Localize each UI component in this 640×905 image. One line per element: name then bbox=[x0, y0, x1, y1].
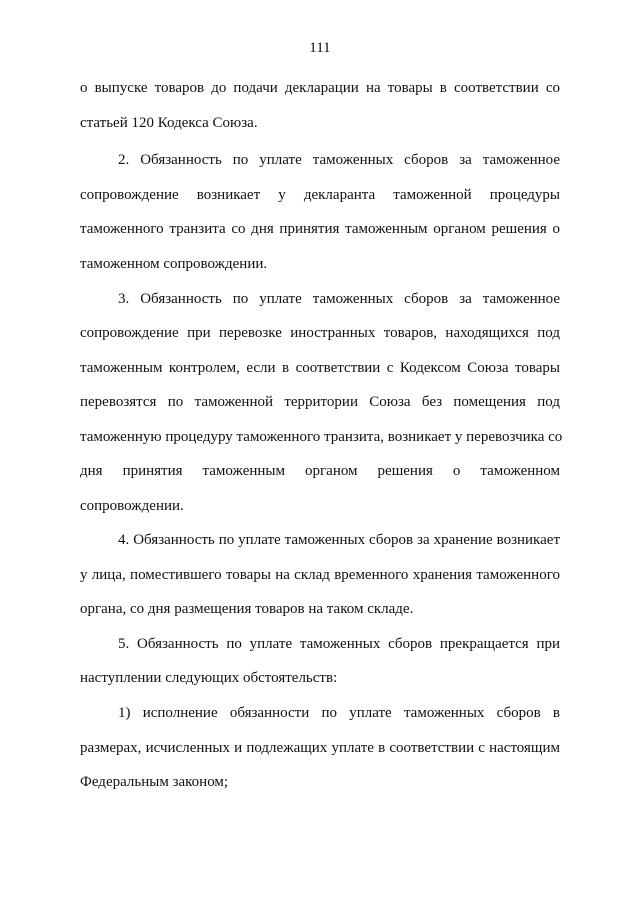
text-line: сопровождение возникает у декларанта таможенной процедуры bbox=[80, 187, 560, 203]
text-line: таможенную процедуру таможенного транзита, возникает у перевозчика со bbox=[80, 429, 563, 445]
text-line: Федеральным законом; bbox=[80, 774, 229, 790]
text-line: дня принятия таможенным органом решения о таможенном bbox=[80, 463, 560, 479]
paragraph-first-line: 4. Обязанность по уплате таможенных сборов за хранение возникает bbox=[118, 532, 560, 548]
text-line: сопровождение при перевозке иностранных товаров, находящихся под bbox=[80, 325, 560, 341]
text-line: наступлении следующих обстоятельств: bbox=[80, 670, 338, 686]
page-number: 111 bbox=[309, 40, 331, 56]
text-line: статьей 120 Кодекса Союза. bbox=[80, 115, 258, 131]
text-line: о выпуске товаров до подачи декларации на товары в соответствии со bbox=[80, 80, 560, 96]
text-line: размерах, исчисленных и подлежащих уплате в соответствии с настоящим bbox=[80, 740, 560, 756]
text-line: у лица, поместившего товары на склад временного хранения таможенного bbox=[80, 567, 560, 583]
list-item-first-line: 1) исполнение обязанности по уплате таможенных сборов в bbox=[118, 705, 560, 721]
paragraph-first-line: 5. Обязанность по уплате таможенных сборов прекращается при bbox=[118, 636, 560, 652]
text-line: таможенном сопровождении. bbox=[80, 256, 268, 272]
text-line: перевозятся по таможенной территории Союза без помещения под bbox=[80, 394, 560, 410]
text-line: таможенного транзита со дня принятия таможенным органом решения о bbox=[80, 221, 560, 237]
paragraph-first-line: 3. Обязанность по уплате таможенных сборов за таможенное bbox=[118, 291, 560, 307]
paragraph-first-line: 2. Обязанность по уплате таможенных сборов за таможенное bbox=[118, 152, 560, 168]
text-line: органа, со дня размещения товаров на таком складе. bbox=[80, 601, 414, 617]
text-line: таможенным контролем, если в соответствии с Кодексом Союза товары bbox=[80, 360, 560, 376]
text-line: сопровождении. bbox=[80, 498, 184, 514]
